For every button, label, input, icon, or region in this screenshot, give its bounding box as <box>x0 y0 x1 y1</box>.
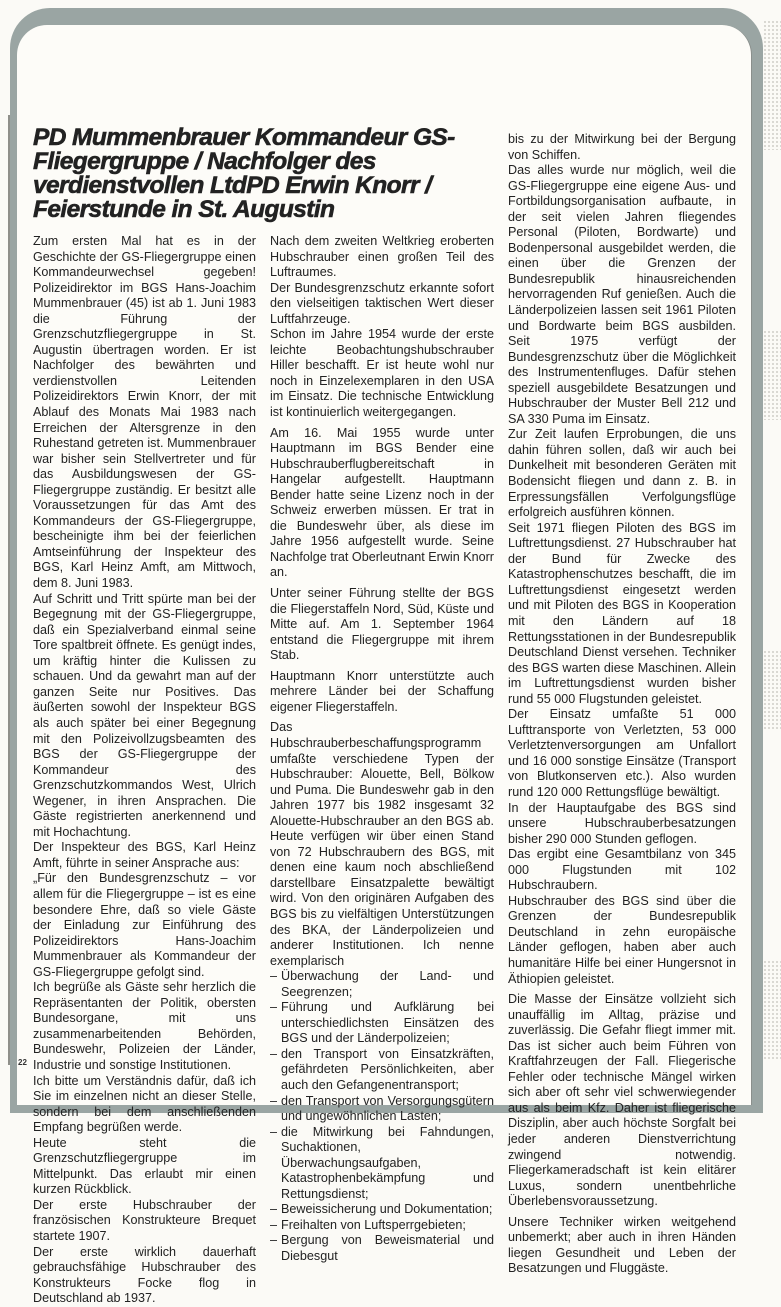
paragraph: Zum ersten Mal hat es in der Geschichte der GS-Fliegergruppe einen Kommandeurwechsel gegeben! Polizeidirektor im BGS Hans-Joachim Mummenbrauer (45) ist ab 1. Juni 1983 die Führung der Grenzschutzfliegergruppe in St. Augustin übertragen worden. Er ist Nachfolger des bewährten und verdienstvollen Leitenden Polizeidirektors Erwin Knorr, der mit Ablauf des Monats Mai 1983 nach Erreichen der Altersgrenze in den Ruhestand getreten ist. Mummenbrauer war bisher sein Stellvertreter und für das Ausbildungswesen der GS-Fliegergruppe zuständig. Er besitzt alle Voraussetzungen für das Amt des Kommandeurs der GS-Fliegergruppe, bescheinigte ihm bei der feierlichen Amtseinführung der Inspekteur des BGS, Karl Heinz Amft, am Mittwoch, dem 8. Juni 1983. <box>33 234 256 591</box>
paragraph: „Für den Bundesgrenzschutz – vor allem für die Fliegergruppe – ist es eine besondere Ehre, daß so viele Gäste der Einladung zur Einführung des Polizeidirektors Hans-Joachim Mummenbrauer als Kommandeur der GS-Fliegergruppe gefolgt sind. <box>33 871 256 979</box>
paragraph: Das Hubschrauberbeschaffungsprogramm umfaßte verschiedene Typen der Hubschrauber: Alouette, Bell, Bölkow und Puma. Die Bundeswehr gab in den Jahren 1977 bis 1982 insgesamt 32 Alouette-Hubschrauber an den BGS ab. Heute verfügen wir über einen Stand von 72 Hubschraubern des BGS, mit denen eine kaum noch abschließend darstellbare Einsatzpalette bewältigt wird. Von den originären Aufgaben des BGS bis zu vielfältigen Unterstützungen des BKA, der Länderpolizeien und anderer Institutionen. Ich nenne exemplarisch <box>270 720 494 968</box>
paragraph: Das alles wurde nur möglich, weil die GS-Fliegergruppe eine eigene Aus- und Fortbildungsorganisation aufbaute, in der seit vielen Jahren fliegendes Personal (Piloten, Bordwarte) und Bodenpersonal ausgebildet werden, die einen über die Grenzen der Bundesrepublik hinausreichenden hervorragenden Ruf genießen. Auch die Länderpolizeien lassen seit 1961 Piloten und Bordwarte beim BGS ausbilden. Seit 1975 verfügt der Bundesgrenzschutz über die Möglichkeit des Instrumentenfluges. Dafür stehen speziell ausgebildete Besatzungen und Hubschrauber der Muster Bell 212 und SA 330 Puma im Einsatz. <box>508 163 736 426</box>
paragraph: Auf Schritt und Tritt spürte man bei der Begegnung mit der GS-Fliegergruppe, daß ein Spezialverband einmal seine Tore spaltbreit öffnete. Es genügt indes, um kräftig hinter die Kulissen zu schauen. Und da gewahrt man auf der ganzen Seite nur Positives. Das äußerten sowohl der Inspekteur BGS als auch später bei einer Begegnung mit den Polizeivollzugsbeamten des BGS der GS-Fliegergruppe der Kommandeur des Grenzschutzkommandos West, Ulrich Wegener, in ihren Ansprachen. Die Gäste registrierten anerkennend und mit Hochachtung. <box>33 591 256 839</box>
paragraph: Unsere Techniker wirken weitgehend unbemerkt; aber auch in ihren Händen liegen Gesundheit und Leben der Besatzungen und Fluggäste. <box>508 1214 736 1276</box>
article-column-3 <box>508 132 736 1277</box>
paragraph: Das ergibt eine Gesamtbilanz von 345 000 Flugstunden mit 102 Hubschraubern. <box>508 847 736 893</box>
paragraph: Am 16. Mai 1955 wurde unter Hauptmann im BGS Bender eine Hubschrauberflugbereitschaft in Hangelar aufgestellt. Hauptmann Bender hatte seine Lizenz noch in der Schweiz erwerben müssen. Er trat in die Bundeswehr über, als diese im Jahre 1956 aufgestellt wurde. Seine Nachfolge trat Oberleutnant Erwin Knorr an. <box>270 425 495 580</box>
paragraph: Ich bitte um Verständnis dafür, daß ich Sie im einzelnen nicht an dieser Stelle, sondern bei dem anschließenden Empfang begrüßen werde. <box>33 1073 256 1135</box>
paragraph: Der erste Hubschrauber der französischen Konstrukteure Brequet startete 1907. <box>33 1197 256 1243</box>
paragraph: Seit 1971 fliegen Piloten des BGS im Luftrettungsdienst. 27 Hubschrauber hat der Bund für Zwecke des Katastrophenschutzes beschafft, die im Luftrettungsdienst eingesetzt werden und mit Piloten des BGS in Kooperation mit den Ländern auf 18 Rettungsstationen in der Bundesrepublik Deutschland Dienst versehen. Techniker des BGS warten diese Maschinen. Allein im Luftrettungsdienst wurden bisher rund 55 000 Flugstunden geleistet. <box>508 520 736 706</box>
paragraph: Unter seiner Führung stellte der BGS die Fliegerstaffeln Nord, Süd, Küste und Mitte auf. Am 1. September 1964 entstand die Fliegergruppe mit ihrem Stab. <box>270 586 494 663</box>
list-item: – den Transport von Einsatzkräften, gefährdeten Persönlichkeiten, aber auch den Gefangenentransport; <box>270 1047 494 1094</box>
scan-speckle <box>763 960 781 1060</box>
article-column-1 <box>33 234 256 1307</box>
paragraph: Hauptmann Knorr unterstützte auch mehrere Länder bei der Schaffung eigener Fliegerstaffeln. <box>270 668 494 714</box>
article-title: PD Mummenbrauer Kommandeur GS-Fliegergruppe / Nachfolger des verdienstvollen LtdPD Erwin Knorr / Feierstunde in St. Augustin <box>33 124 455 223</box>
paragraph: Schon im Jahre 1954 wurde der erste leichte Beobachtungshubschrauber Hiller beschafft. Er ist heute wohl nur noch in Einzelexemplaren in den USA im Einsatz. Die technische Entwicklung ist kontinuierlich weitergegangen. <box>270 327 494 420</box>
list-item: – Beweissicherung und Dokumentation; <box>270 1202 494 1218</box>
paragraph: Der Bundesgrenzschutz erkannte sofort den vielseitigen taktischen Wert dieser Luftfahrzeuge. <box>270 280 494 326</box>
paragraph: Der Einsatz umfaßte 51 000 Lufttransporte von Verletzten, 53 000 Verletztenversorgungen am Unfallort und 16 000 sonstige Einsätze (Transport von Blutkonserven etc.). Also wurden rund 120 000 Rettungsflüge bewältigt. <box>508 707 736 799</box>
list-item: – den Transport von Versorgungsgütern und ungewöhnlichen Lasten; <box>270 1094 494 1125</box>
list-item: – Freihalten von Luftsperrgebieten; <box>270 1218 494 1234</box>
article-column-2 <box>270 234 494 1265</box>
page-number: 22 <box>18 1058 27 1067</box>
paragraph: Zur Zeit laufen Erprobungen, die uns dahin führen sollen, daß wir auch bei Dunkelheit mit besonderen Geräten mit Bodensicht fliegen und dann z. B. in Erpressungsfällen Verfolgungsflüge erfolgreich ausführen können. <box>508 427 736 520</box>
paragraph: Der erste wirklich dauerhaft gebrauchsfähige Hubschrauber des Konstrukteurs Focke flog in Deutschland ab 1937. <box>33 1244 256 1306</box>
scan-speckle <box>763 650 781 730</box>
left-margin-rule <box>8 115 10 1065</box>
paragraph: In der Hauptaufgabe des BGS sind unsere Hubschrauberbesatzungen bisher 290 000 Stunden geflogen. <box>508 800 736 846</box>
paragraph: Nach dem zweiten Weltkrieg eroberten Hubschrauber einen großen Teil des Luftraumes. <box>270 234 494 280</box>
list-item: – Bergung von Beweismaterial und Diebesgut <box>270 1233 494 1264</box>
paragraph: Der Inspekteur des BGS, Karl Heinz Amft, führte in seiner Ansprache aus: <box>33 840 256 870</box>
list-item: – Führung und Aufklärung bei unterschiedlichsten Einsätzen des BGS und der Länderpolizeien; <box>270 1000 494 1047</box>
paragraph: Hubschrauber des BGS sind über die Grenzen der Bundesrepublik Deutschland in zehn europäische Länder geflogen, haben aber auch humanitäre Hilfe bei einer Hungersnot in Äthiopien geleistet. <box>508 893 736 986</box>
scan-speckle <box>763 20 781 150</box>
paragraph: Die Masse der Einsätze vollzieht sich unauffällig im Alltag, präzise und zuverlässig. Die Gefahr fliegt immer mit. Das ist sicher auch beim Führen von Kraftfahrzeugen der Fall. Fliegerische Fehler oder technische Mängel wirken sich aber oft sehr viel schwerwiegender aus als beim Kfz. Daher ist fliegerische Disziplin, aber auch höchste Sorgfalt bei jeder anderen Dienstverrichtung zwingend notwendig. Fliegerkameradschaft ist kein elitärer Luxus, sondern unentbehrliche Überlebensvoraussetzung. <box>508 992 736 1209</box>
paragraph: bis zu der Mitwirkung bei der Bergung von Schiffen. <box>508 132 736 162</box>
task-list <box>270 969 494 1264</box>
paragraph: Ich begrüße als Gäste sehr herzlich die Repräsentanten der Politik, obersten Bundesorgane, mit uns zusammenarbeitenden Behörden, Bundeswehr, Polizeien der Länder, Industrie und sonstige Institutionen. <box>33 980 256 1072</box>
list-item: – Überwachung der Land- und Seegrenzen; <box>270 969 494 1000</box>
list-item: – die Mitwirkung bei Fahndungen, Suchaktionen, Überwachungsaufgaben, Katastrophenbekämpfung und Rettungsdienst; <box>270 1125 494 1203</box>
scan-speckle <box>763 330 781 420</box>
paragraph: Heute steht die Grenzschutzfliegergruppe im Mittelpunkt. Das erlaubt mir einen kurzen Rückblick. <box>33 1135 256 1197</box>
